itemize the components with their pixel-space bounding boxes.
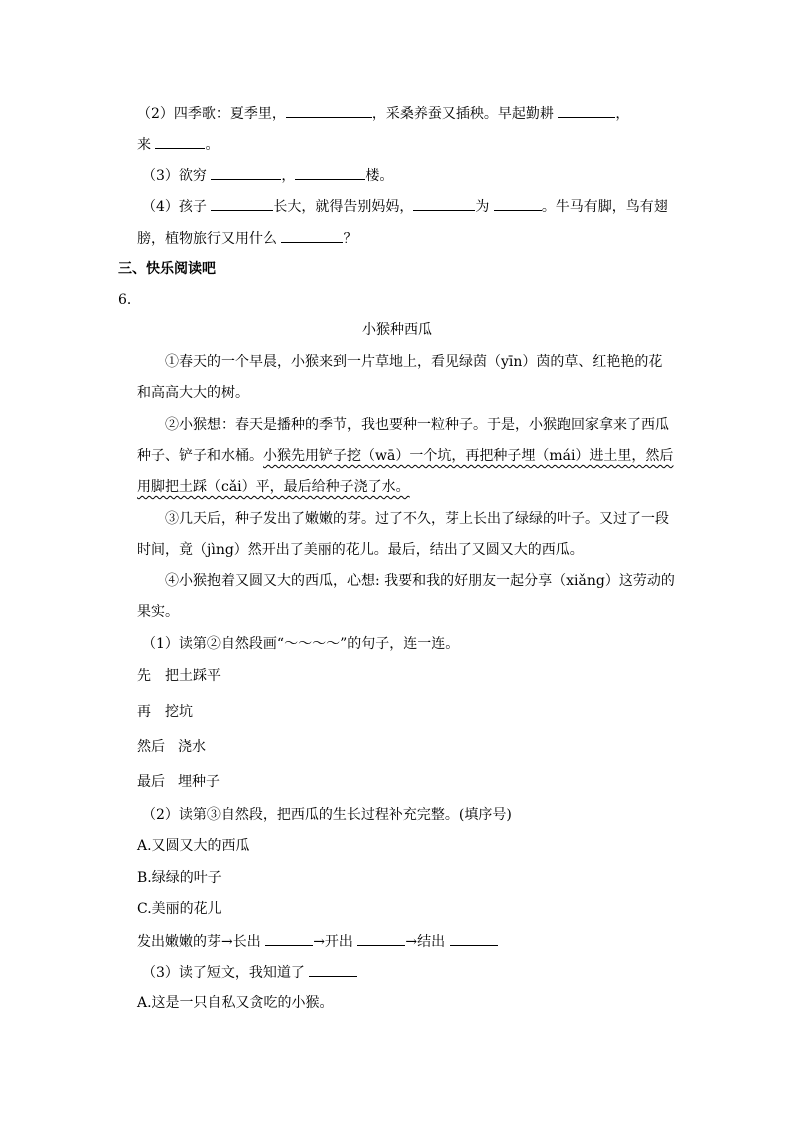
subquestion-2-prompt: （2）读第③自然段，把西瓜的生长过程补充完整。(填序号) [142,807,512,823]
wavy-underlined-sentence: 用脚把土踩（cǎi）平，最后给种子浇了水。 [137,479,410,495]
answer-blank[interactable] [286,103,372,118]
paragraph-2-line-2 [137,446,673,466]
paragraph-1-line-1: ①春天的一个早晨，小猴来到一片草地上，看见绿茵（yīn）茵的草、红艳艳的花 [165,354,663,370]
text: →结出 [405,934,450,950]
answer-blank[interactable] [357,931,405,946]
text: 长大，就得告别妈妈， [273,199,414,215]
answer-blank[interactable] [558,103,615,118]
paragraph-2-line-1: ②小猴想：春天是播种的季节，我也要种一粒种子。于是，小猴跑回家拿来了西瓜 [165,417,669,433]
wavy-underlined-sentence: 小猴先用铲子挖（wā）一个坑，再把种子埋（mái）进土里，然后 [263,448,674,464]
matching-row [137,737,206,757]
matching-row [137,702,193,722]
question-4-line [142,196,668,217]
subquestion-3-option-a: A.这是一只自私又贪吃的小猴。 [137,995,334,1011]
text: 为 [475,199,494,215]
text: 来 [137,137,156,153]
subquestion-1-prompt: （1）读第②自然段画“～～～～”的句子，连一连。 [142,636,460,652]
answer-blank[interactable] [309,962,357,977]
text: （3）读了短文，我知道了 [142,965,310,981]
text: ，采桑养蚕又插秧。早起勤耕 [371,106,559,122]
text: ？ [343,231,358,247]
text: （3）欲穷 [142,168,212,184]
paragraph-2-line-3 [137,477,410,497]
text: →开出 [313,934,358,950]
option-b: B.绿绿的叶子 [137,870,222,886]
text: 楼。 [365,168,394,184]
section-heading: 三、快乐阅读吧 [118,261,216,277]
growth-sequence [137,931,498,952]
answer-blank[interactable] [494,196,542,211]
text: ， [281,168,296,184]
option-a: A.又圆又大的西瓜 [137,838,250,854]
matching-right[interactable]: 埋种子 [178,774,220,790]
answer-blank[interactable] [155,134,205,149]
matching-right[interactable]: 浇水 [178,739,206,755]
subquestion-3-prompt [142,962,357,983]
answer-blank[interactable] [281,228,343,243]
question-number: 6． [118,292,141,308]
question-2-line [137,103,629,124]
matching-left[interactable]: 然后 [137,739,165,755]
answer-blank[interactable] [265,931,313,946]
text: 发出嫩嫩的芽→长出 [137,934,266,950]
text: （4）孩子 [142,199,212,215]
text: （2）四季歌：夏季里， [137,106,286,122]
text: 。牛马有脚，鸟有翅 [541,199,668,215]
answer-blank[interactable] [450,931,498,946]
paragraph-1-line-2: 和高高大大的树。 [137,385,249,401]
story-title: 小猴种西瓜 [362,322,432,338]
matching-right[interactable]: 挖坑 [165,704,193,720]
text: ， [615,106,630,122]
text: 膀，植物旅行又用什么 [137,231,282,247]
text: 。 [205,137,220,153]
question-3-line [142,165,393,186]
matching-left[interactable]: 最后 [137,774,165,790]
question-4-line-2 [137,228,357,249]
paragraph-3-line-1: ③几天后，种子发出了嫩嫩的芽。过了不久，芽上长出了绿绿的叶子。又过了一段 [165,511,669,527]
paragraph-4-line-1: ④小猴抱着又圆又大的西瓜，心想: 我要和我的好朋友一起分享（xiǎng）这劳动的 [165,573,675,589]
matching-row [137,772,220,792]
answer-blank[interactable] [211,196,273,211]
matching-right[interactable]: 把土踩平 [165,668,221,684]
answer-blank[interactable] [295,165,365,180]
matching-left[interactable]: 再 [137,704,151,720]
matching-row [137,666,221,686]
answer-blank[interactable] [211,165,281,180]
option-c: C.美丽的花儿 [137,901,222,917]
question-2-line-2 [137,134,219,155]
matching-left[interactable]: 先 [137,668,151,684]
answer-blank[interactable] [413,196,475,211]
text: 种子、铲子和水桶。 [137,448,263,464]
paragraph-3-line-2: 时间，竟（jìng）然开出了美丽的花儿。最后，结出了又圆又大的西瓜。 [137,542,584,558]
paragraph-4-line-2: 果实。 [137,604,179,620]
